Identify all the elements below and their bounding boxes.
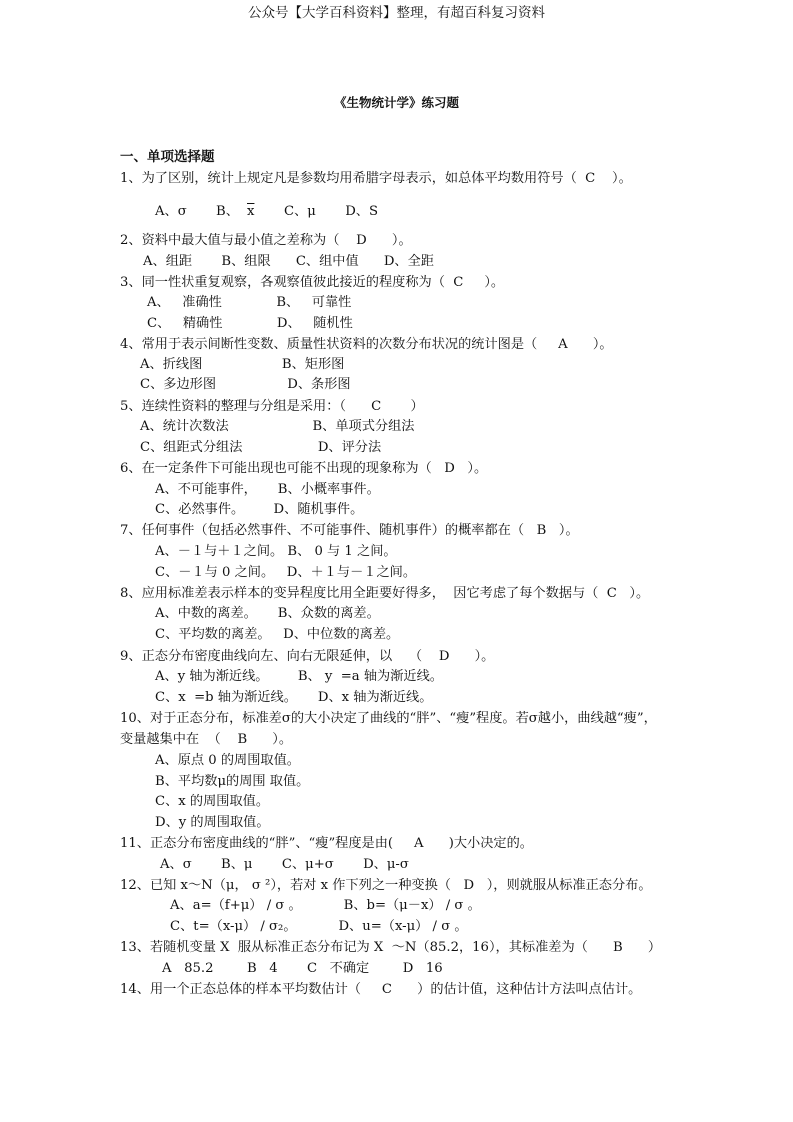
question-line: A 85.2 B 4 C 不确定 D 16 xyxy=(162,961,443,976)
question-line: 8、应用标准差表示样本的变异程度比用全距要好得多， 因它考虑了每个数据与（ C ）。 xyxy=(120,586,650,601)
question-line: $\overline{x}$ xyxy=(247,204,255,219)
question-line: A、－１与＋１之间。 B、 0 与 1 之间。 xyxy=(155,544,397,559)
question-line: C、平均数的离差。 D、中位数的离差。 xyxy=(155,627,400,642)
question-line: C、必然事件。 D、随机事件。 xyxy=(155,502,364,517)
question-line: 6、在一定条件下可能出现也可能不出现的现象称为（ D ）。 xyxy=(120,461,488,476)
question-line: D、y 的周围取值。 xyxy=(155,815,270,830)
question-line: B、平均数μ的周围 取值。 xyxy=(155,774,310,789)
question-line: A、原点 0 的周围取值。 xyxy=(155,753,300,768)
question-line: 13、若随机变量 X 服从标准正态分布记为 X ～N（85.2，16），其标准差为（ B ） xyxy=(120,940,662,955)
question-line: C、x =b 轴为渐近线。 D、x 轴为渐近线。 xyxy=(155,690,433,705)
question-line: 10、对于正态分布，标准差σ的大小决定了曲线的“胖”、“瘦”程度。若σ越小，曲线越“瘦”， xyxy=(120,711,657,726)
question-line: A、σ B、 xyxy=(155,204,239,219)
question-line: 7、任何事件（包括必然事件、不可能事件、随机事件）的概率都在（ B ）。 xyxy=(120,523,579,538)
question-line: C、μ D、S xyxy=(284,204,378,219)
page-header: 公众号【大学百科资料】整理，有超百科复习资料 xyxy=(248,5,545,21)
question-line: A、 准确性 B、 可靠性 xyxy=(147,295,352,310)
question-line: C、x 的周围取值。 xyxy=(155,794,270,809)
question-line: C、多边形图 D、条形图 xyxy=(140,377,351,392)
question-line: 14、用一个正态总体的样本平均数估计（ C ）的估计值，这种估计方法叫点估计。 xyxy=(120,982,642,997)
document-title: 《生物统计学》练习题 xyxy=(333,95,459,110)
question-line: A、不可能事件， B、小概率事件。 xyxy=(155,482,380,497)
question-line: 2、资料中最大值与最小值之差称为（ D ）。 xyxy=(120,233,412,248)
question-line: C、t=（x-μ） / σ₂。 D、u=（x-μ） / σ 。 xyxy=(170,919,468,934)
question-line: C、 精确性 D、 随机性 xyxy=(147,316,353,331)
question-line: 3、同一性状重复观察，各观察值彼此接近的程度称为（ C ）。 xyxy=(120,275,505,290)
question-line: 12、已知 x～N（μ， σ ²），若对 x 作下列之一种变换（ D ），则就服从标准正态分布。 xyxy=(120,878,652,893)
question-line: A、y 轴为渐近线。 B、 y =a 轴为渐近线。 xyxy=(155,669,443,684)
question-line: A、σ B、μ C、μ+σ D、μ-σ xyxy=(160,857,409,872)
question-line: 5、连续性资料的整理与分组是采用：（ C ） xyxy=(120,399,424,414)
question-line: A、组距 B、组限 C、组中值 D、全距 xyxy=(143,254,434,269)
question-line: A、中数的离差。 B、众数的离差。 xyxy=(155,606,380,621)
question-line: C、组距式分组法 D、评分法 xyxy=(140,440,382,455)
question-line: 变量越集中在 （ B ）。 xyxy=(120,732,293,747)
question-line: C、－１与 0 之间。 D、＋１与－１之间。 xyxy=(155,565,417,580)
question-line: A、统计次数法 B、单项式分组法 xyxy=(140,419,415,434)
question-line: 1、为了区别，统计上规定凡是参数均用希腊字母表示，如总体平均数用符号（ C ）。 xyxy=(120,171,632,186)
question-line: 9、正态分布密度曲线向左、向右无限延伸，以 （ D ）。 xyxy=(120,649,495,664)
question-line: A、a=（f+μ） / σ 。 B、b=（μ－x） / σ 。 xyxy=(170,898,481,913)
section-heading: 一、单项选择题 xyxy=(120,149,215,165)
question-line: A、折线图 B、矩形图 xyxy=(140,357,345,372)
question-line: 11、正态分布密度曲线的“胖”、“瘦”程度是由( A )大小决定的。 xyxy=(120,836,533,851)
question-line: 4、常用于表示间断性变数、质量性状资料的次数分布状况的统计图是（ A ）。 xyxy=(120,337,613,352)
